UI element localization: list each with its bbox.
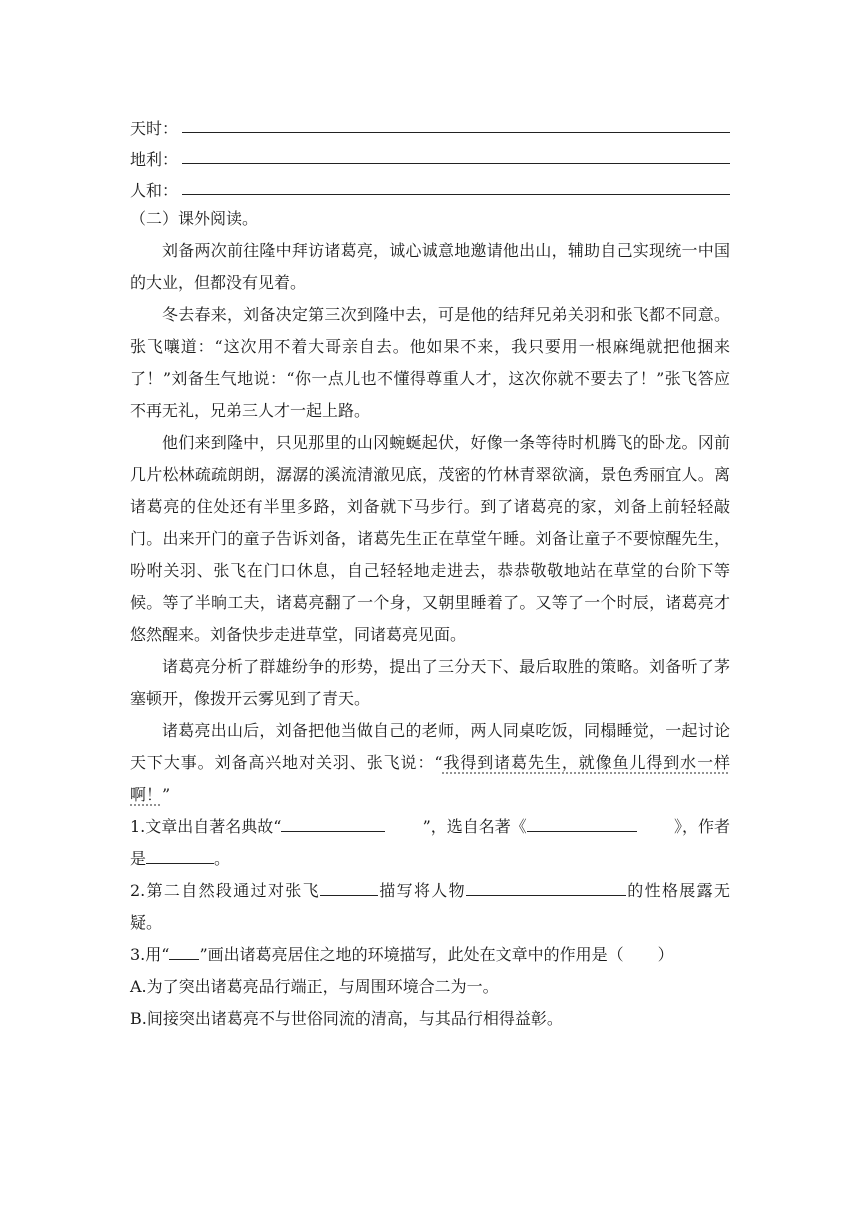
passage-paragraph-4: 诸葛亮分析了群雄纷争的形势，提出了三分天下、最后取胜的策略。刘备听了茅塞顿开，像拨开云雾见到了青天。 (130, 657, 730, 708)
blank-allusion[interactable] (281, 813, 385, 832)
question-text (130, 811, 385, 843)
question-3 (130, 939, 730, 971)
option-a[interactable]: A.为了突出诸葛亮品行端正，与周围环境合二为一。 (130, 977, 499, 996)
question-text-part: 3.用“ (130, 945, 170, 964)
answer-line[interactable] (182, 163, 730, 164)
answer-line[interactable] (182, 194, 730, 195)
question-text-part: ”，选自名著《 (422, 817, 527, 836)
blank-description-type[interactable] (320, 877, 378, 896)
question-text-part: 描写将人物 (377, 881, 466, 900)
answer-line[interactable] (182, 132, 730, 133)
option-b[interactable]: B.间接突出诸葛亮不与世俗同流的清高，与其品行相得益彰。 (130, 1009, 563, 1028)
fill-line-label: 天时： (130, 119, 179, 138)
passage-paragraph-3: 他们来到隆中，只见那里的山冈蜿蜒起伏，好像一条等待时机腾飞的卧龙。冈前几片松林疏疏朗朗，潺潺的溪流清澈见底，茂密的竹林青翠欲滴，景色秀丽宜人。离诸葛亮的住处还有半里多路，刘备就下马步行。到了诸葛亮的家，刘备上前轻轻敲门。出来开门的童子告诉刘备，诸葛先生正在草堂午睡。刘备让童子不要惊醒先生，吩咐关羽、张飞在门口休息，自己轻轻地走进去，恭恭敬敬地站在草堂的台阶下等候。等了半晌工夫，诸葛亮翻了一个身，又朝里睡着了。又等了一个时辰，诸葛亮才悠然醒来。刘备快步走进草堂，同诸葛亮见面。 (130, 433, 730, 644)
question-text-part: 1.文章出自著名典故“ (130, 817, 282, 836)
paragraph-text: 诸葛亮出山后，刘备把他当做自己的老师，两人同桌吃饭，同榻睡觉，一起讨论天下大事。刘备高兴地对关羽、张飞说：“ (130, 721, 730, 772)
question-text-part: 的性格展露无疑。 (130, 881, 730, 932)
fill-line-tianshi (130, 108, 730, 139)
question-text-part: 。 (214, 849, 231, 868)
question-2 (130, 875, 730, 939)
underline-mark-sample (169, 941, 199, 960)
question-text-part: ”画出诸葛亮居住之地的环境描写，此处在文章中的作用是（ (199, 945, 624, 964)
question-text-part: 2.第二自然段通过对张飞 (130, 881, 320, 900)
question-text-part: 》，作者 (673, 817, 730, 836)
dotted-underlined-quote: 我得到诸葛先生，就像鱼儿得到水一样啊！ (130, 753, 730, 804)
fill-line-label: 地利： (130, 150, 179, 169)
worksheet-content (130, 108, 730, 1035)
blank-book-title[interactable] (527, 813, 637, 832)
passage-paragraph-2: 冬去春来，刘备决定第三次到隆中去，可是他的结拜兄弟关羽和张飞都不同意。张飞嚷道：“这次用不着大哥亲自去。他如果不来，我只要用一根麻绳就把他捆来了！”刘备生气地说：“你一点儿也不懂得尊重人才，这次你就不要去了！”张飞答应不再无礼，兄弟三人才一起上路。 (130, 305, 730, 420)
section-title: （二）课外阅读。 (130, 209, 259, 228)
blank-character-trait[interactable] (466, 877, 626, 896)
question-text (423, 811, 637, 843)
fill-line-dili (130, 139, 730, 170)
question-text-part: 是 (130, 849, 147, 868)
passage-paragraph-5 (130, 715, 730, 811)
passage-paragraph-1: 刘备两次前往隆中拜访诸葛亮，诚心诚意地邀请他出山，辅助自己实现统一中国的大业，但都没有见着。 (130, 241, 730, 292)
question-1-line-2 (130, 843, 730, 875)
question-text-part: ） (657, 945, 674, 964)
fill-line-renhe (130, 170, 730, 201)
fill-line-label: 人和： (130, 181, 179, 200)
question-1-line-1 (130, 811, 730, 843)
blank-author[interactable] (146, 845, 214, 864)
paragraph-text: ” (162, 785, 171, 804)
